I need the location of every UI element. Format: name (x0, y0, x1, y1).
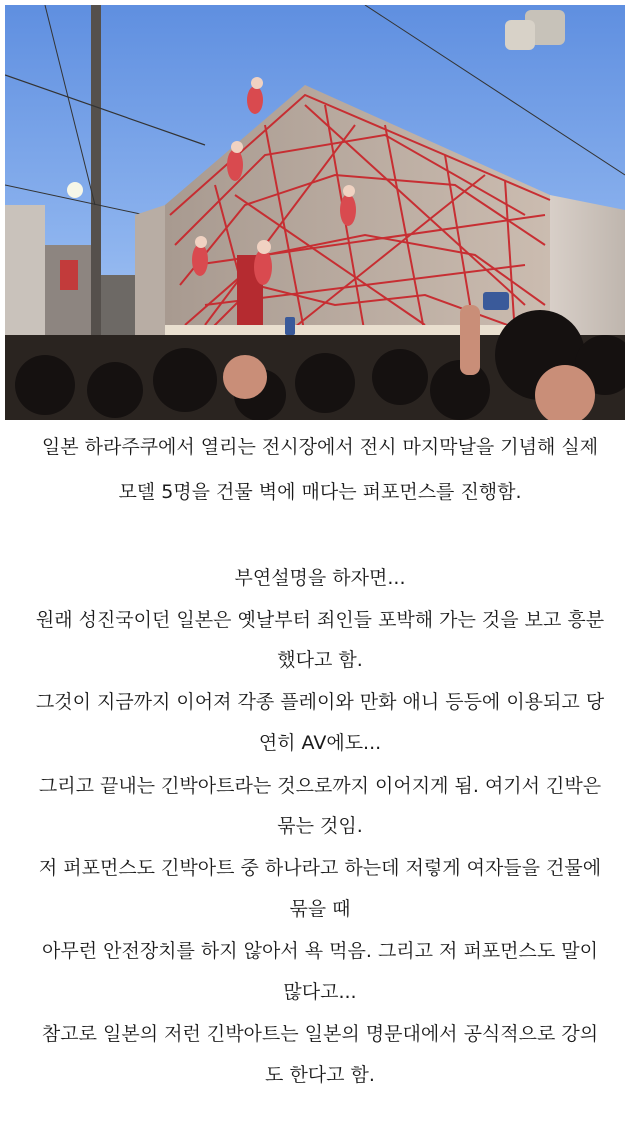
photo-illustration (5, 5, 625, 420)
explanation-paragraph-4-line-2: 묶을 때 (289, 898, 351, 920)
explanation-paragraph-3-line-2: 묶는 것임. (277, 815, 363, 837)
explanation-paragraph-1-line-1: 원래 성진국이던 일본은 옛날부터 죄인들 포박해 가는 것을 보고 흥분 (35, 609, 605, 631)
explanation-paragraph-1-line-2: 했다고 함. (277, 649, 363, 671)
caption-line-1: 일본 하라주쿠에서 열리는 전시장에서 전시 마지막날을 기념해 실제 (41, 436, 599, 458)
explanation-paragraph-2-line-1: 그것이 지금까지 이어져 각종 플레이와 만화 애니 등등에 이용되고 당 (35, 691, 605, 713)
explanation-heading: 부연설명을 하자면... (234, 567, 406, 589)
performance-photo (5, 5, 625, 420)
explanation-paragraph-5-line-1: 아무런 안전장치를 하지 않아서 욕 먹음. 그리고 저 퍼포먼스도 말이 (42, 940, 598, 962)
explanation-paragraph-3-line-1: 그리고 끝내는 긴박아트라는 것으로까지 이어지게 됨. 여기서 긴박은 (38, 775, 602, 797)
explanation-paragraph-2-line-2: 연히 AV에도... (258, 732, 382, 754)
explanation-paragraph-5-line-2: 많다고... (283, 981, 357, 1003)
explanation-paragraph-6-line-2: 도 한다고 함. (265, 1064, 375, 1086)
caption-line-2: 모델 5명을 건물 벽에 매다는 퍼포먼스를 진행함. (118, 481, 522, 503)
explanation-paragraph-4-line-1: 저 퍼포먼스도 긴박아트 중 하나라고 하는데 저렇게 여자들을 건물에 (38, 857, 602, 879)
explanation-paragraph-6-line-1: 참고로 일본의 저런 긴박아트는 일본의 명문대에서 공식적으로 강의 (41, 1023, 599, 1045)
